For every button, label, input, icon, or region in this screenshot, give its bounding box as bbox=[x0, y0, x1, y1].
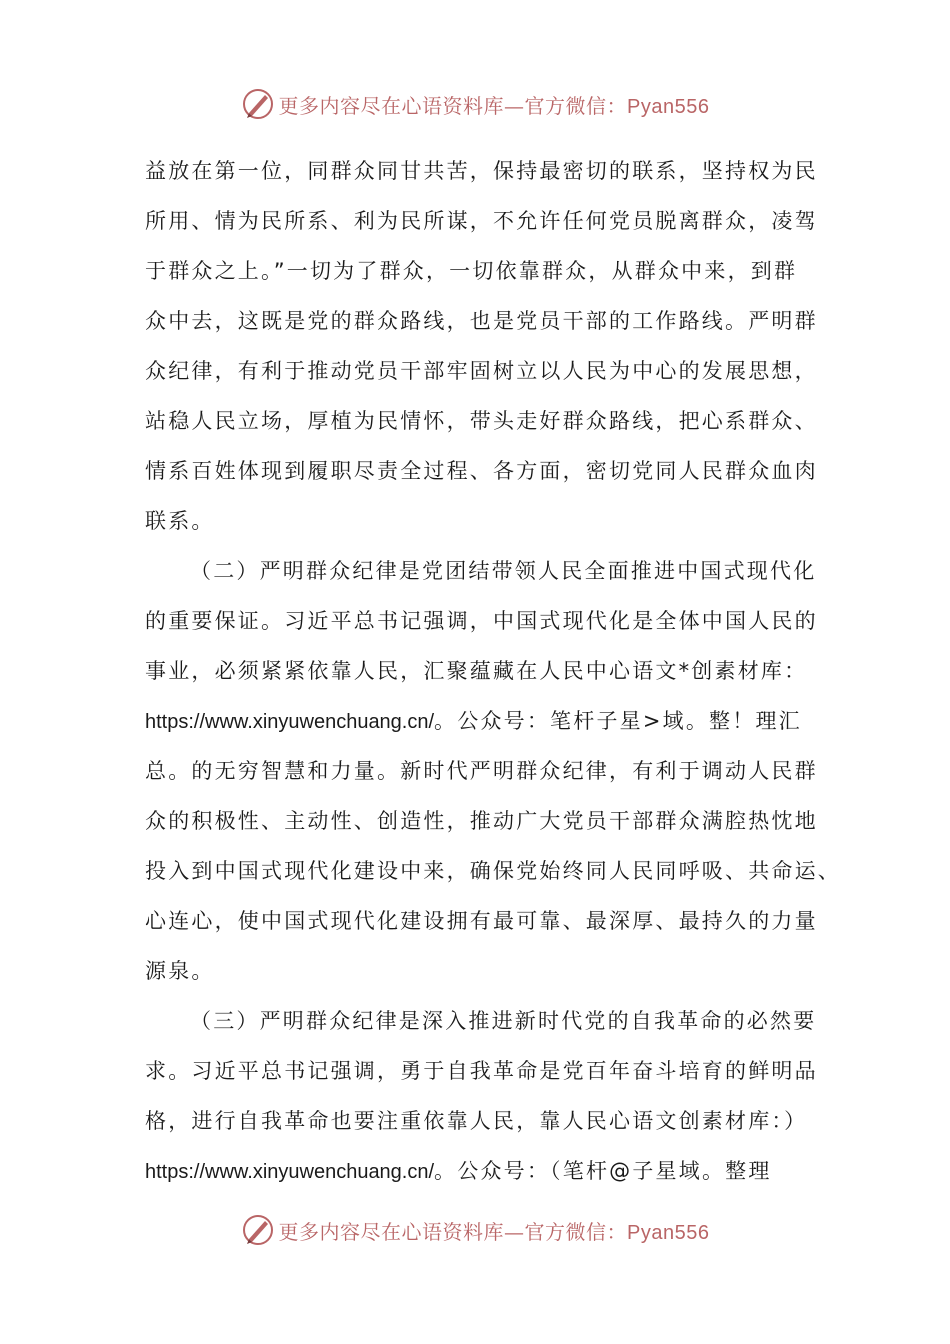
text-line-with-url bbox=[145, 696, 825, 746]
pen-logo-icon bbox=[241, 1213, 275, 1247]
text-segment: 。公众号：笔杆子星>域。整！理汇 bbox=[434, 709, 802, 733]
footer-banner bbox=[0, 1208, 950, 1252]
header-banner bbox=[0, 82, 950, 126]
text-line: 联系。 bbox=[145, 509, 215, 533]
text-line: 众纪律，有利于推动党员干部牢固树立以人民为中心的发展思想， bbox=[145, 359, 818, 383]
section-heading-line: （二）严明群众纪律是党团结带领人民全面推进中国式现代化 bbox=[190, 559, 817, 583]
text-line: 站稳人民立场，厚植为民情怀，带头走好群众路线，把心系群众、 bbox=[145, 409, 818, 433]
text-line: 总。的无穷智慧和力量。新时代严明群众纪律，有利于调动人民群 bbox=[145, 759, 818, 783]
pen-logo-icon bbox=[241, 87, 275, 121]
header-wechat-id: Pyan556 bbox=[627, 95, 710, 118]
header-banner-text: 更多内容尽在心语资料库—官方微信：Pyan556 bbox=[278, 93, 710, 118]
text-line: 格，进行自我革命也要注重依靠人民，靠人民心语文创素材库：） bbox=[145, 1109, 808, 1133]
text-line: 情系百姓体现到履职尽责全过程、各方面，密切党同人民群众血肉 bbox=[145, 459, 818, 483]
text-line: 投入到中国式现代化建设中来，确保党始终同人民同呼吸、共命运、 bbox=[145, 859, 841, 883]
text-line: 于群众之上。”一切为了群众，一切依靠群众，从群众中来，到群 bbox=[145, 259, 798, 283]
text-line-with-url bbox=[145, 1146, 825, 1196]
document-body bbox=[145, 146, 841, 1196]
url-text: https://www.xinyuwenchuang.cn/ bbox=[145, 1161, 435, 1183]
section-heading-line: （三）严明群众纪律是深入推进新时代党的自我革命的必然要 bbox=[190, 1009, 817, 1033]
text-line: 求。习近平总书记强调，勇于自我革命是党百年奋斗培育的鲜明品 bbox=[145, 1059, 818, 1083]
url-text: https://www.xinyuwenchuang.cn/ bbox=[145, 711, 435, 733]
footer-wechat-id: Pyan556 bbox=[627, 1221, 710, 1244]
text-line: 源泉。 bbox=[145, 959, 215, 983]
text-line: 所用、情为民所系、利为民所谋，不允许任何党员脱离群众，凌驾 bbox=[145, 209, 818, 233]
footer-banner-text: 更多内容尽在心语资料库—官方微信：Pyan556 bbox=[278, 1219, 710, 1244]
text-line: 的重要保证。习近平总书记强调，中国式现代化是全体中国人民的 bbox=[145, 609, 818, 633]
text-line: 事业，必须紧紧依靠人民，汇聚蕴藏在人民中心语文*创素材库： bbox=[145, 659, 808, 683]
text-line: 众中去，这既是党的群众路线，也是党员干部的工作路线。严明群 bbox=[145, 309, 818, 333]
text-segment: 。公众号：（笔杆@子星域。整理 bbox=[434, 1159, 772, 1183]
text-line: 益放在第一位，同群众同甘共苦，保持最密切的联系，坚持权为民 bbox=[145, 159, 818, 183]
text-line: 众的积极性、主动性、创造性，推动广大党员干部群众满腔热忱地 bbox=[145, 809, 818, 833]
text-line: 心连心，使中国式现代化建设拥有最可靠、最深厚、最持久的力量 bbox=[145, 909, 818, 933]
